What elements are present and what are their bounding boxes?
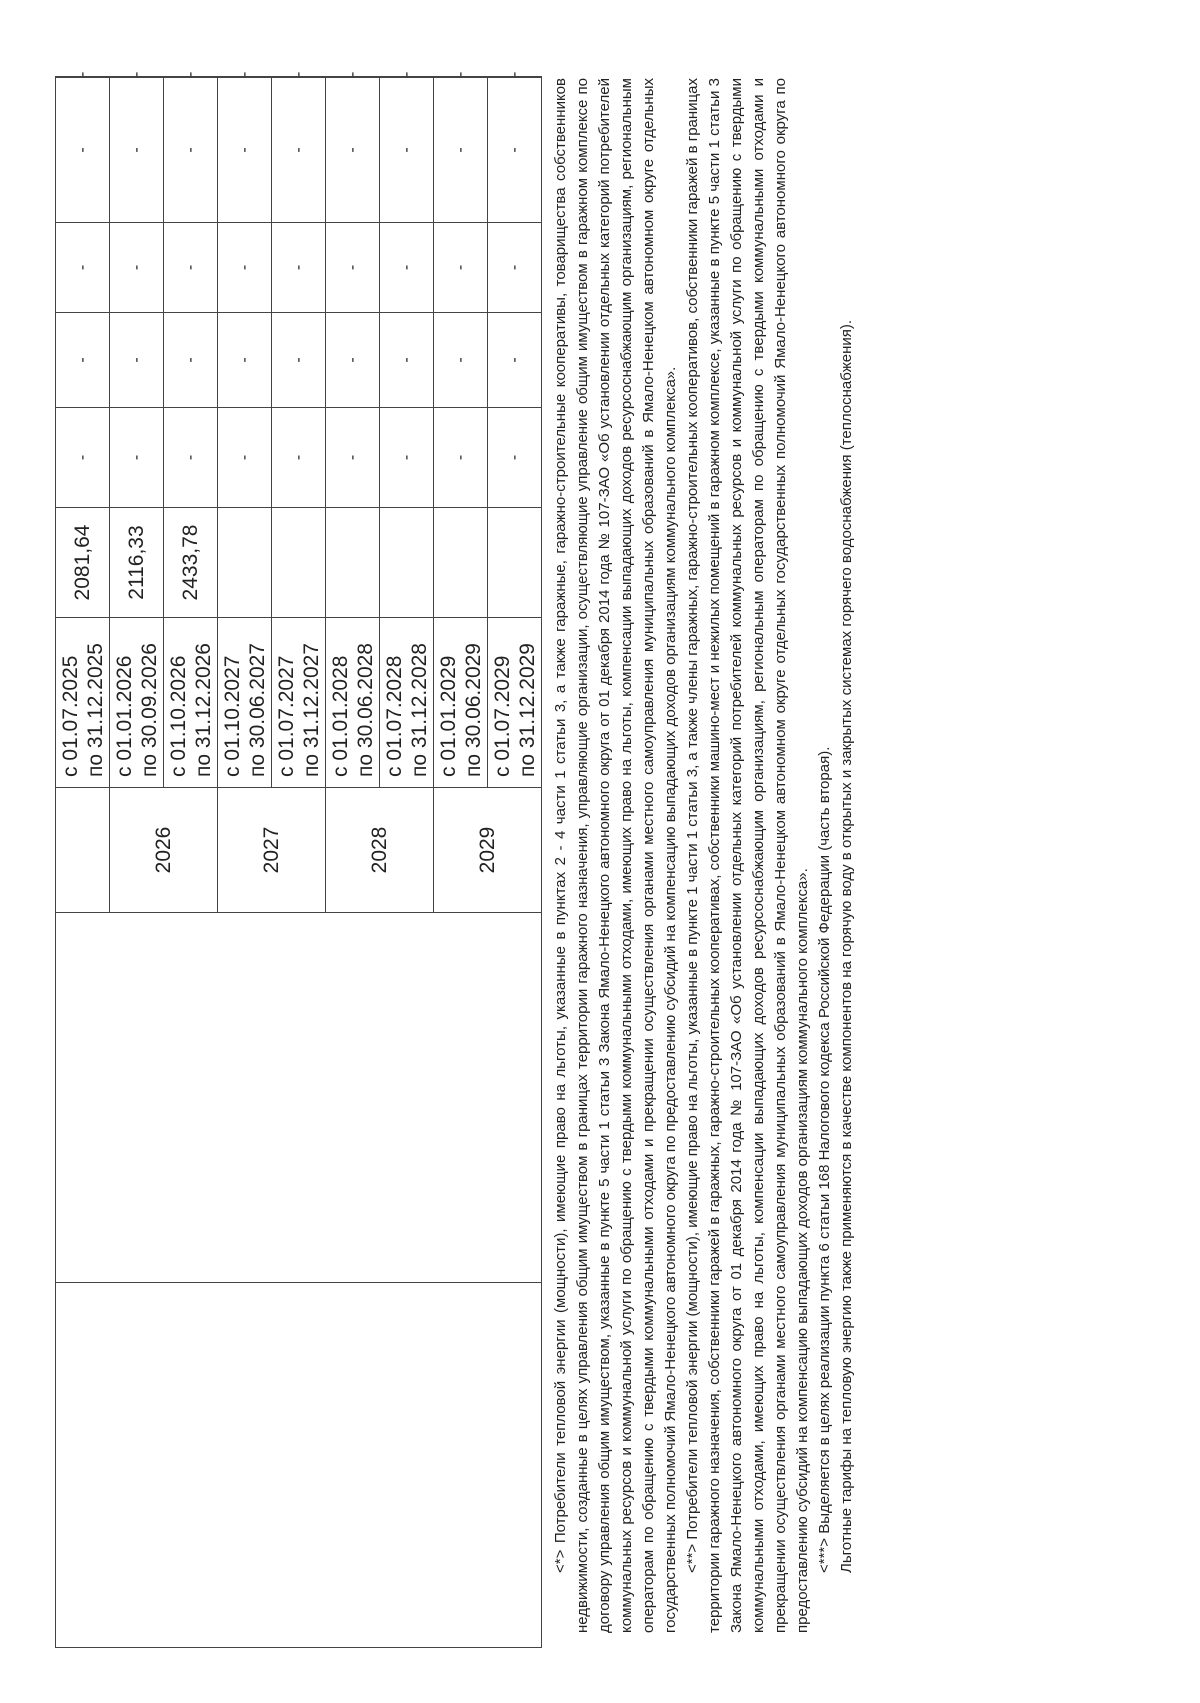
period-from: с 01.10.2027 <box>220 655 244 777</box>
table-cell-dash <box>487 407 542 508</box>
dash-value: - <box>127 357 145 363</box>
table-cell-dash <box>217 407 272 508</box>
table-cell-period <box>163 617 218 788</box>
table-cell-empty <box>55 912 542 1283</box>
period-to: по 31.12.2028 <box>407 643 431 777</box>
table-cell-dash: - <box>271 76 326 78</box>
period-to: по 31.12.2025 <box>83 643 107 777</box>
period-from: с 01.01.2028 <box>328 655 352 777</box>
dash-value: - <box>127 147 145 153</box>
table-cell-dash <box>271 407 326 508</box>
dash-value: - <box>235 147 253 153</box>
table-cell-dash <box>433 222 488 313</box>
table-cell-year <box>433 787 542 913</box>
period-to: по 30.06.2028 <box>353 643 377 777</box>
table-cell-tariff <box>325 507 380 618</box>
table-cell-period <box>55 617 110 788</box>
table-cell-period <box>217 617 272 788</box>
dash-value: - <box>451 264 469 271</box>
table-cell-tariff <box>271 507 326 618</box>
dash-value: - <box>127 264 145 271</box>
table-cell-dash <box>217 312 272 408</box>
table-cell-dash <box>271 222 326 313</box>
table-cell-dash: - <box>217 76 272 78</box>
table-cell-tariff <box>55 507 110 618</box>
table-cell-dash <box>487 312 542 408</box>
year-label: 2029 <box>475 826 499 874</box>
dash-value: - <box>181 147 199 153</box>
period-label <box>112 643 162 777</box>
period-from: с 01.01.2029 <box>436 655 460 777</box>
table-cell-period <box>109 617 164 788</box>
table-cell-dash: - <box>163 76 218 78</box>
tariff-value: 2433,78 <box>178 524 202 601</box>
footnote-2: <**> Потребители тепловой энергии (мощности), имеющие право на льготы, указанные в пункте 1 части 1 статьи 3, а также члены гаражных, гаражно-строительных кооперативов, собственники гаражей в границах территории гаражного назначения, собственники гаражей в гаражных, гаражно-строительных кооперативах, собственники машино-мест и нежилых помещений в гаражном комплексе, указанные в пункте 5 части 1 статьи 3 Закона Ямало-Ненецкого автономного округа от 01 декабря 2014 года № 107-ЗАО «Об установлении отдельных категорий потребителей коммунальных ресурсов и коммунальной услуги по обращению с твердыми коммунальными отходами, имеющих право на льготы, компенсации выпадающих доходов ресурсоснабжающим организациям, региональным операторам по обращению с твердыми коммунальными отходами и прекращении осуществления органами местного самоуправления муниципальных образований в Ямало-Ненецком автономном округе отдельных государственных полномочий Ямало-Ненецкого автономного округа по предоставлению субсидий на компенсацию выпадающих доходов организациям коммунального комплекса». <box>684 78 811 1633</box>
dash-value: - <box>505 357 523 363</box>
table-cell-dash <box>379 77 434 223</box>
table-cell-period <box>379 617 434 788</box>
table-cell-dash <box>109 77 164 223</box>
period-to: по 31.12.2027 <box>299 643 323 777</box>
dash-value: - <box>505 264 523 271</box>
dash-value: - <box>397 147 415 153</box>
period-to: по 31.12.2026 <box>191 643 215 777</box>
table-cell-dash <box>271 312 326 408</box>
dash-value: - <box>73 357 91 363</box>
table-cell-dash <box>55 407 110 508</box>
table-cell-tariff <box>163 507 218 618</box>
table-cell-dash <box>163 222 218 313</box>
period-from: с 01.07.2028 <box>382 655 406 777</box>
table-cell-dash <box>487 77 542 223</box>
year-label: 2028 <box>367 826 391 874</box>
dash-value: - <box>343 357 361 363</box>
dash-value: - <box>289 357 307 363</box>
dash-value: - <box>397 264 415 271</box>
dash-value: - <box>343 147 361 153</box>
table-cell-period <box>487 617 542 788</box>
tariff-table <box>55 71 545 1648</box>
dash-value: - <box>343 264 361 271</box>
table-cell-dash <box>433 407 488 508</box>
table-cell-dash <box>109 312 164 408</box>
year-label: 2027 <box>259 826 283 874</box>
table-cell-dash <box>55 312 110 408</box>
table-cell-dash <box>55 77 110 223</box>
dash-value: - <box>181 454 199 461</box>
table-cell-dash: - <box>325 76 380 78</box>
footnotes <box>550 78 858 1633</box>
table-cell-year <box>217 787 326 913</box>
dash-value: - <box>235 264 253 271</box>
table-cell-period <box>433 617 488 788</box>
table-cell-dash <box>325 222 380 313</box>
table-cell-period <box>325 617 380 788</box>
table-cell-dash <box>55 222 110 313</box>
dash-value: - <box>181 357 199 363</box>
period-label <box>58 643 108 777</box>
table-cell-dash: - <box>487 76 542 78</box>
table-cell-dash <box>217 77 272 223</box>
dash-value: - <box>289 454 307 461</box>
table-cell-dash <box>325 407 380 508</box>
table-cell-dash <box>379 312 434 408</box>
dash-value: - <box>73 454 91 461</box>
period-to: по 30.06.2027 <box>245 643 269 777</box>
tariff-value: 2116,33 <box>124 525 148 600</box>
table-cell-dash <box>271 77 326 223</box>
table-cell-year <box>325 787 434 913</box>
table-cell-tariff <box>109 507 164 618</box>
period-label <box>166 643 216 777</box>
table-cell-dash <box>433 312 488 408</box>
dash-value: - <box>397 454 415 461</box>
table-cell-period <box>271 617 326 788</box>
footnote-3: <***> Выделяется в целях реализации пункта 6 статьи 168 Налогового кодекса Российской Федерации (часть вторая). <box>816 746 833 1573</box>
table-cell-empty <box>55 1282 542 1648</box>
period-to: по 30.06.2029 <box>461 643 485 777</box>
table-cell-dash <box>433 77 488 223</box>
footnote-1: <*> Потребители тепловой энергии (мощности), имеющие право на льготы, указанные в пунктах 2 - 4 части 1 статьи 3, а также гаражные, гаражно-строительные кооперативы, товарищества собственников недвижимости, созданные в целях управления общим имуществом в границах территории гаражного назначения, управляющие организации, осуществляющие управление общим имуществом в гаражном комплексе по договору управления общим имуществом, указанные в пункте 5 части 1 статьи 3 Закона Ямало-Ненецкого автономного округа от 01 декабря 2014 года № 107-ЗАО «Об установлении отдельных категорий потребителей коммунальных ресурсов и коммунальной услуги по обращению с твердыми коммунальными отходами, имеющих право на льготы, компенсации выпадающих доходов ресурсоснабжающим организациям, региональным операторам по обращению с твердыми коммунальными отходами и прекращении осуществления органами местного самоуправления муниципальных образований в Ямало-Ненецком автономном округе отдельных государственных полномочий Ямало-Ненецкого автономного округа по предоставлению субсидий на компенсацию выпадающих доходов организациям коммунального комплекса». <box>552 78 679 1633</box>
table-cell-tariff <box>379 507 434 618</box>
table-cell-tariff <box>433 507 488 618</box>
year-label: 2026 <box>151 826 175 874</box>
dash-value: - <box>397 357 415 363</box>
table-cell-dash <box>163 407 218 508</box>
period-label <box>382 643 432 777</box>
table-cell-dash <box>379 407 434 508</box>
table-cell-dash <box>163 77 218 223</box>
table-cell-dash <box>109 407 164 508</box>
table-cell-dash: - <box>433 76 488 78</box>
dash-value: - <box>181 264 199 271</box>
table-cell-tariff <box>217 507 272 618</box>
table-cell-tariff <box>487 507 542 618</box>
table-cell-dash: - <box>55 76 110 78</box>
dash-value: - <box>451 357 469 363</box>
period-label <box>328 643 378 777</box>
document-page <box>0 63 1120 1703</box>
table-cell-dash <box>325 312 380 408</box>
dash-value: - <box>505 147 523 153</box>
period-label <box>220 643 270 777</box>
tariff-value: 2081,64 <box>70 524 94 601</box>
dash-value: - <box>73 264 91 271</box>
table-cell-dash <box>325 77 380 223</box>
period-label <box>436 643 486 777</box>
period-from: с 01.07.2025 <box>58 655 82 777</box>
table-cell-dash <box>217 222 272 313</box>
dash-value: - <box>235 357 253 363</box>
table-cell-dash <box>109 222 164 313</box>
table-cell-year <box>109 787 218 913</box>
dash-value: - <box>451 454 469 461</box>
table-cell-dash <box>487 222 542 313</box>
footnote-4: Льготные тарифы на тепловую энергию также применяются в качестве компонентов на горячую воду в открытых и закрытых системах горячего водоснабжения (теплоснабжения). <box>838 319 855 1573</box>
table-cell-dash <box>163 312 218 408</box>
table-cell-year <box>55 787 110 913</box>
dash-value: - <box>343 454 361 461</box>
period-from: с 01.07.2027 <box>274 655 298 777</box>
dash-value: - <box>127 454 145 461</box>
period-from: с 01.01.2026 <box>112 655 136 777</box>
period-from: с 01.10.2026 <box>166 655 190 777</box>
dash-value: - <box>289 264 307 271</box>
dash-value: - <box>451 147 469 153</box>
period-to: по 30.09.2026 <box>137 643 161 777</box>
period-label <box>274 643 324 777</box>
period-to: по 31.12.2029 <box>515 643 539 777</box>
period-from: с 01.07.2029 <box>490 655 514 777</box>
period-label <box>490 643 540 777</box>
dash-value: - <box>235 454 253 461</box>
dash-value: - <box>289 147 307 153</box>
dash-value: - <box>73 147 91 153</box>
dash-value: - <box>505 454 523 461</box>
table-cell-dash: - <box>109 76 164 78</box>
table-cell-dash: - <box>379 76 434 78</box>
table-cell-dash <box>379 222 434 313</box>
